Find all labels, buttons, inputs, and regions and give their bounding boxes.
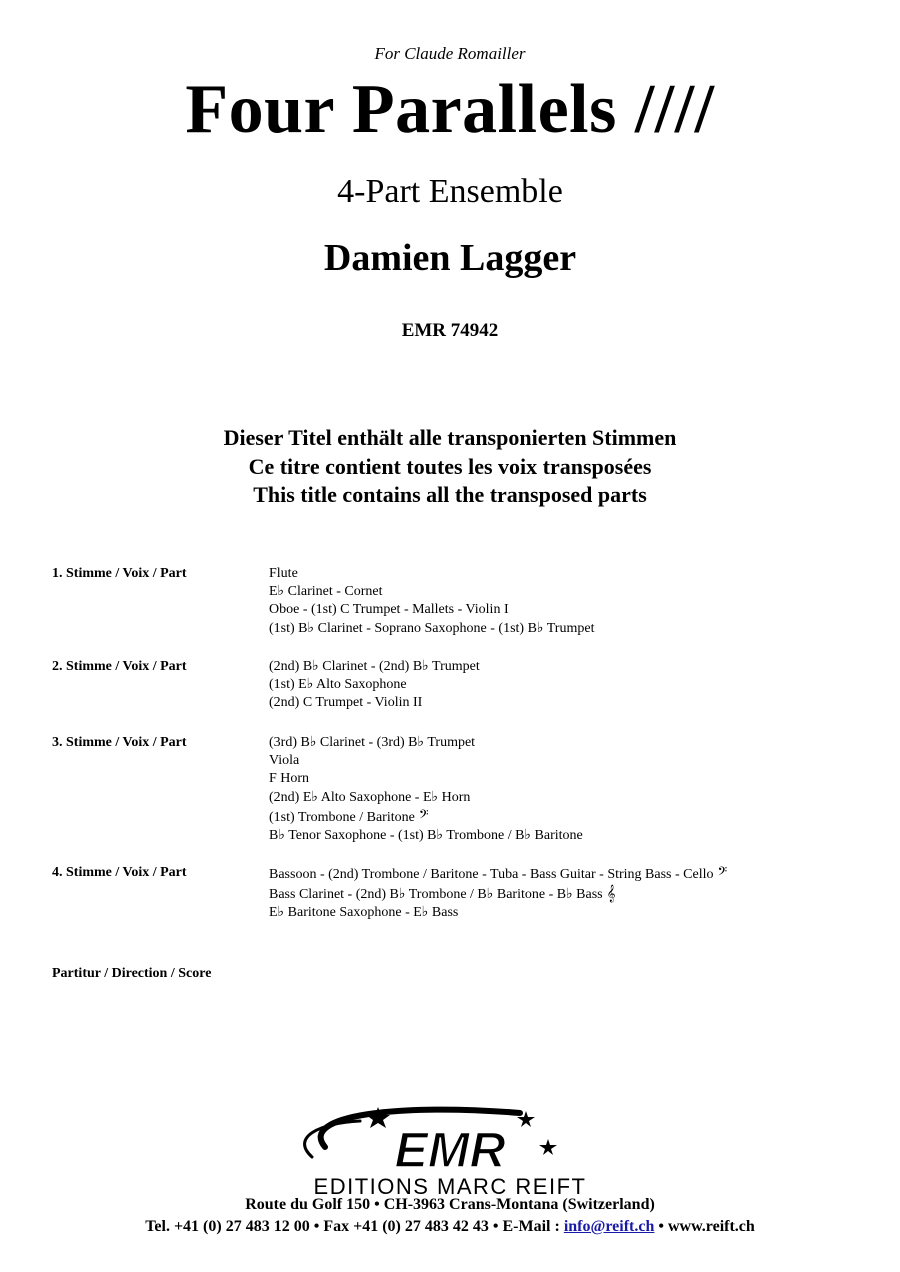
publisher-address: Route du Golf 150 • CH-3963 Crans-Montana (Switzerland) <box>245 1196 655 1213</box>
instrument-line <box>269 884 727 904</box>
part-1-instruments <box>269 565 594 638</box>
instrument-line: B♭ Tenor Saxophone - (1st) B♭ Trombone / B♭ Baritone <box>269 828 583 844</box>
dedication: For Claude Romailler <box>374 44 526 63</box>
part-3-instruments <box>269 734 583 845</box>
phone-number: Tel. +41 (0) 27 483 12 00 <box>145 1218 310 1235</box>
instrument-line: (3rd) B♭ Clarinet - (3rd) B♭ Trumpet <box>269 735 476 750</box>
notice-german: Dieser Titel enthält alle transponierten Stimmen <box>223 425 677 450</box>
star-icon <box>539 1139 557 1155</box>
part-2-instruments <box>269 658 480 713</box>
instrument-line: E♭ Clarinet - Cornet <box>269 584 383 600</box>
email-label: E-Mail : <box>502 1218 560 1235</box>
transposition-notice <box>0 424 900 510</box>
composer-name: Damien Lagger <box>323 237 577 279</box>
ensemble-subtitle: 4-Part Ensemble <box>337 173 563 210</box>
instrument-line: (2nd) C Trumpet - Violin II <box>269 695 423 711</box>
email-link[interactable]: info@reift.ch <box>563 1218 655 1235</box>
piece-title: Four Parallels //// <box>185 71 715 148</box>
instrument-line: E♭ Baritone Saxophone - E♭ Bass <box>269 905 459 921</box>
instrument-line: F Horn <box>269 771 310 787</box>
catalog-number: EMR 74942 <box>401 320 499 341</box>
instrument-line: (1st) B♭ Clarinet - Soprano Saxophone - (1st) B♭ Trumpet <box>269 620 595 636</box>
instrument-line <box>269 864 727 884</box>
instrument-text: (1st) Trombone / Baritone <box>269 809 415 825</box>
logo-text: EMR <box>394 1122 506 1178</box>
fax-number: Fax +41 (0) 27 483 42 43 <box>323 1218 489 1235</box>
emr-logo <box>250 1105 650 1197</box>
publisher-contact: Tel. +41 (0) 27 483 12 00 • Fax +41 (0) 27 483 42 43 • E-Mail : info@reift.ch • www.reift.ch <box>145 1218 755 1235</box>
instrument-line: (2nd) E♭ Alto Saxophone - E♭ Horn <box>269 789 471 805</box>
part-1-label: 1. Stimme / Voix / Part <box>52 566 187 581</box>
score-label: Partitur / Direction / Score <box>52 966 212 981</box>
instrument-line: Oboe - (1st) C Trumpet - Mallets - Violin I <box>269 602 509 618</box>
part-3-label: 3. Stimme / Voix / Part <box>52 735 187 750</box>
notice-french: Ce titre contient toutes les voix transposées <box>248 453 652 479</box>
instrument-line <box>269 807 583 827</box>
instrument-line: (1st) E♭ Alto Saxophone <box>269 677 407 693</box>
instrument-text: Bassoon - (2nd) Trombone / Baritone - Tuba - Bass Guitar - String Bass - Cello <box>269 867 714 882</box>
instrument-line: Flute <box>269 566 298 581</box>
treble-clef-icon: 𝄞 <box>606 884 616 903</box>
instrument-line: Viola <box>269 753 300 769</box>
instrument-text: Bass Clarinet - (2nd) B♭ Trombone / B♭ Baritone - B♭ Bass <box>269 887 603 903</box>
part-2-label: 2. Stimme / Voix / Part <box>52 659 187 674</box>
website: www.reift.ch <box>668 1218 755 1235</box>
notice-english: This title contains all the transposed parts <box>253 482 647 507</box>
part-4-label: 4. Stimme / Voix / Part <box>52 865 187 880</box>
instrument-line: (2nd) B♭ Clarinet - (2nd) B♭ Trumpet <box>269 659 480 674</box>
publisher-name: EDITIONS MARC REIFT <box>313 1174 587 1197</box>
bass-clef-icon: 𝄢 <box>418 806 429 825</box>
part-4-instruments <box>269 864 727 923</box>
bass-clef-icon: 𝄢 <box>717 864 728 882</box>
